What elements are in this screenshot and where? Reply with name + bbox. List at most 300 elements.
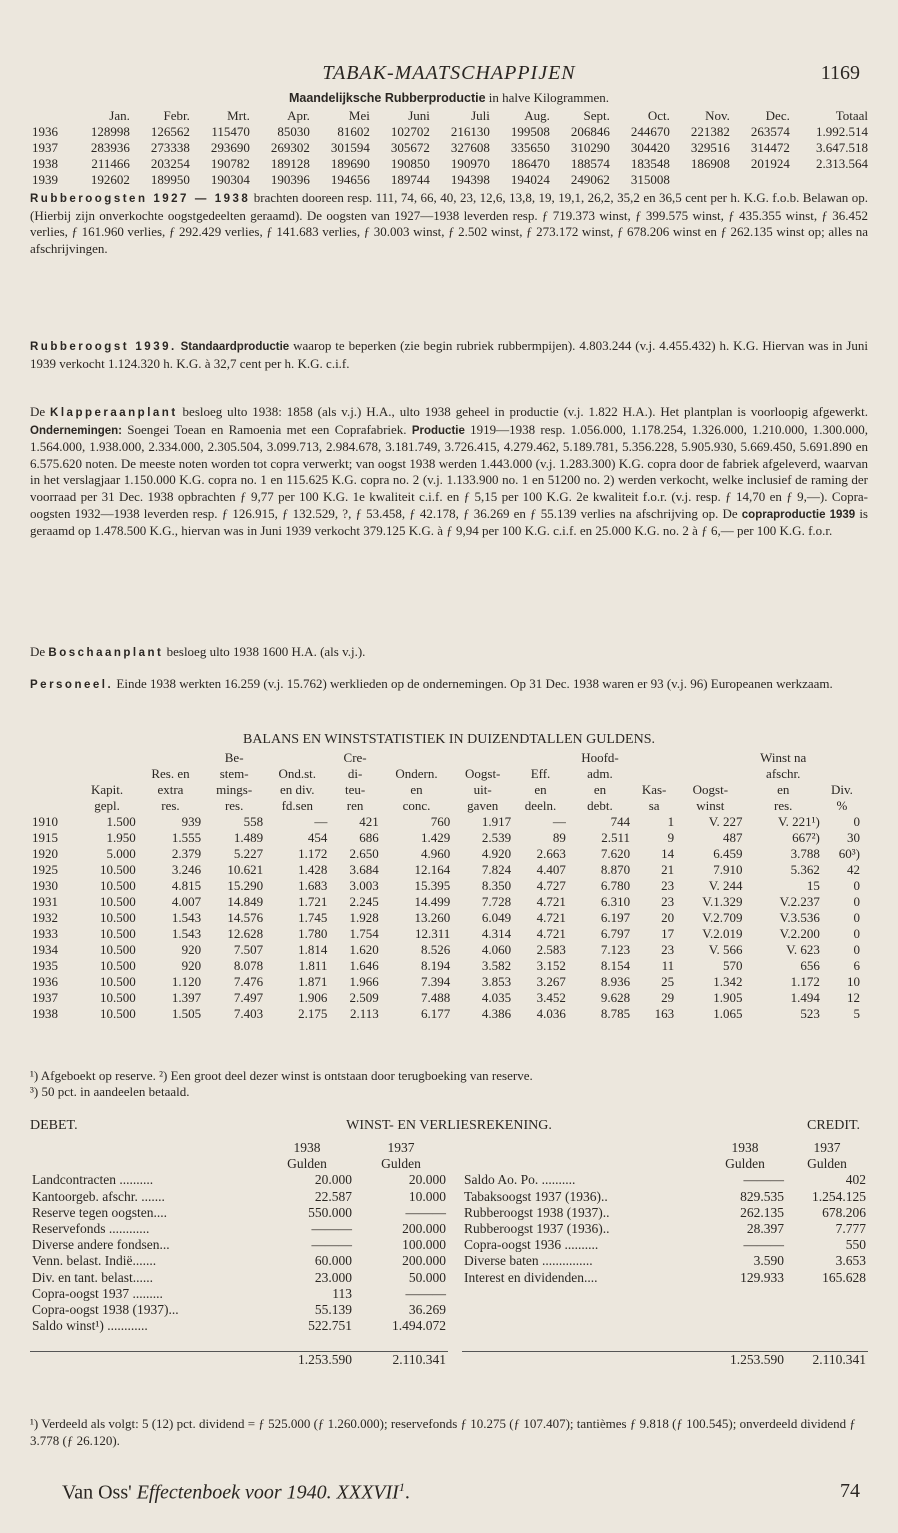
table-cell: 0 [853, 942, 860, 957]
table-cell: 329516 [690, 140, 730, 155]
table-cell: 1.814 [298, 942, 328, 957]
column-header [76, 766, 137, 782]
table-cell: 10.500 [100, 990, 136, 1005]
year-header: 1937 [387, 1140, 415, 1155]
table-cell: 6 [853, 958, 860, 973]
table-cell: 194024 [510, 172, 550, 187]
column-header: Mei [348, 108, 370, 123]
bosch-lead: Boschaanplant [48, 647, 164, 659]
column-header: mings- [216, 782, 253, 797]
table-cell: 1.489 [233, 830, 264, 845]
table-cell: 12.311 [414, 926, 451, 941]
table-cell: V. 566 [708, 942, 743, 957]
table-cell: 244670 [630, 124, 670, 139]
column-header [452, 750, 513, 766]
table-cell: 81602 [337, 124, 370, 139]
total-row [30, 1351, 448, 1368]
table-cell: 28.397 [746, 1221, 784, 1237]
table-cell: 310290 [570, 140, 610, 155]
column-header: Be- [224, 750, 244, 765]
klapper-bold-3: copraproductie 1939 [741, 508, 856, 521]
table-cell: ——— [743, 1237, 784, 1253]
unit-header: Gulden [725, 1156, 765, 1172]
column-header: Ondern. [395, 766, 438, 781]
table-cell: 7.910 [713, 862, 743, 877]
table-cell: 85030 [277, 124, 310, 139]
table-cell: Rubberoogst 1937 (1936).. [464, 1221, 610, 1237]
table-row [30, 1302, 448, 1318]
table-header-row [30, 782, 862, 798]
table-cell: 199508 [510, 124, 550, 139]
table-cell: 2.511 [601, 830, 631, 845]
klapper-bold-1: Ondernemingen: [30, 424, 123, 437]
table-cell: 10.000 [408, 1188, 446, 1204]
column-header: adm. [587, 766, 613, 781]
table-row [30, 172, 870, 188]
spacer-row [462, 1286, 868, 1302]
column-header: Oct. [647, 108, 670, 123]
column-header: Hoofd- [581, 750, 619, 765]
column-header [513, 750, 568, 766]
footer-end: . [404, 1481, 410, 1504]
table-cell: 4.407 [536, 862, 566, 877]
debet-label: DEBET. [30, 1118, 78, 1133]
table-cell: 7.777 [835, 1221, 866, 1237]
column-header: Kapit. [91, 782, 124, 797]
table-cell: 189950 [150, 172, 190, 187]
table-row [30, 926, 862, 942]
table-cell: 4.721 [536, 894, 566, 909]
table-cell: 1.721 [298, 894, 328, 909]
klapper-pre: De [30, 404, 51, 419]
column-header: Dec. [765, 108, 790, 123]
table-cell: 186908 [690, 156, 730, 171]
table-header-row [30, 750, 862, 766]
table-cell: 200.000 [402, 1221, 446, 1237]
table-row [30, 830, 862, 846]
bosch-pre: De [30, 644, 49, 659]
table-cell: 15 [806, 878, 820, 893]
table-cell: 4.035 [481, 990, 512, 1005]
table-cell: 8.194 [421, 958, 451, 973]
table-cell: 216130 [450, 124, 490, 139]
table-cell: 8.785 [600, 1006, 631, 1021]
table-cell: 2.113 [350, 1006, 379, 1021]
personeel-paragraph [30, 676, 868, 694]
table-cell: 1.917 [481, 814, 512, 829]
column-header: Oogst- [692, 782, 729, 797]
table-cell: 1.780 [298, 926, 328, 941]
table-cell: Reserve tegen oogsten.... [32, 1204, 167, 1220]
debit-table [30, 1140, 448, 1368]
table-row [30, 140, 870, 156]
column-header: di- [347, 766, 363, 781]
table-row [462, 1172, 868, 1188]
table-cell: 1.745 [298, 910, 328, 925]
table-header-row [30, 108, 870, 124]
table-row [30, 1205, 448, 1221]
table-cell: 283936 [90, 140, 130, 155]
table-cell: 1.992.514 [816, 124, 868, 139]
klapper-lead: Klapperaanplant [50, 407, 178, 419]
table-cell: 305672 [390, 140, 430, 155]
table-cell: 221382 [690, 124, 730, 139]
table-cell: 126562 [150, 124, 190, 139]
table-cell: 1920 [32, 846, 58, 861]
column-header [676, 750, 744, 766]
table-cell: 0 [853, 814, 860, 829]
table-cell: 10.500 [100, 862, 136, 877]
column-header: Febr. [163, 108, 190, 123]
table-cell: V.2.237 [779, 894, 820, 909]
klapper-text-1: besloeg ulto 1938: 1858 (als v.j.) H.A., ulto 1938 geheel in productie (v.j. 1.822 H.A.). Het plantplan is voorloopig afgewerkt. [177, 404, 868, 419]
column-header: debt. [587, 798, 613, 813]
table-cell: Venn. belast. Indië....... [32, 1253, 157, 1269]
spacer-row [462, 1334, 868, 1351]
table-cell: 6.780 [600, 878, 631, 893]
table-cell: 30 [847, 830, 860, 845]
column-header [30, 798, 76, 814]
winst-verlies-footnote: ¹) Verdeeld als volgt: 5 (12) pct. dividend = ƒ 525.000 (ƒ 1.260.000); reservefonds ƒ 10.275 (ƒ 107.407); tantièmes ƒ 9.818 (ƒ 100.545); onverdeeld dividend ƒ 3.778 (ƒ 26.120). [30, 1416, 856, 1448]
table-cell: 12.628 [227, 926, 264, 941]
table-cell: 23 [661, 878, 675, 893]
table-cell: 523 [800, 1006, 820, 1021]
table-cell: 1.429 [421, 830, 451, 845]
table-cell: 1.928 [349, 910, 379, 925]
unit-header-row [30, 1156, 448, 1172]
table-cell: 4.007 [171, 894, 202, 909]
table-cell: 6.310 [600, 894, 631, 909]
table-cell: 194398 [450, 172, 490, 187]
table-cell: 6.177 [421, 1006, 451, 1021]
table-cell: 100.000 [402, 1237, 446, 1253]
column-header: deeln. [524, 798, 557, 813]
table-cell: 1935 [32, 958, 58, 973]
table-cell: 3.653 [835, 1253, 866, 1269]
table-cell: 1.555 [171, 830, 202, 845]
table-row [30, 156, 870, 172]
table-cell: 7.507 [233, 942, 264, 957]
table-cell: 163 [654, 1006, 675, 1021]
table-cell: Saldo Ao. Po. .......... [464, 1172, 576, 1188]
column-header: ren [346, 798, 364, 813]
table-cell: 1.505 [171, 1006, 202, 1021]
table-cell: 4.727 [536, 878, 566, 893]
table-cell: 12 [847, 990, 860, 1005]
table-cell: 3.647.518 [816, 140, 868, 155]
table-cell: 273338 [150, 140, 190, 155]
table-cell: 1.120 [171, 974, 202, 989]
rubber-production-title [0, 90, 898, 106]
table-cell: 190304 [210, 172, 250, 187]
table-row [30, 894, 862, 910]
footer-plain: Van Oss' [62, 1481, 137, 1504]
footer-sup: 1 [398, 1480, 405, 1494]
table-cell: 50.000 [408, 1269, 446, 1285]
table-cell: V.2.019 [702, 926, 743, 941]
unit-header: Gulden [287, 1156, 327, 1172]
table-cell: 1934 [32, 942, 58, 957]
balans-table [30, 750, 862, 1022]
table-row [30, 990, 862, 1006]
column-header [76, 750, 137, 766]
unit-header: Gulden [381, 1156, 421, 1172]
table-cell: 3.267 [536, 974, 566, 989]
table-cell: 1.494 [790, 990, 820, 1005]
table-cell: 1.065 [713, 1006, 743, 1021]
table-cell: 190970 [450, 156, 490, 171]
table-cell: 23 [661, 942, 675, 957]
table-cell: 2.175 [298, 1006, 328, 1021]
table-cell: 1936 [32, 124, 58, 139]
table-cell: Copra-oogst 1936 .......... [464, 1237, 599, 1253]
table-cell: 15.290 [227, 878, 264, 893]
table-cell: 262.135 [740, 1204, 784, 1220]
table-cell: 14.499 [414, 894, 451, 909]
table-cell: 7.620 [600, 846, 631, 861]
table-cell: 314472 [750, 140, 790, 155]
table-cell: Reservefonds ............ [32, 1221, 150, 1237]
table-row [30, 846, 862, 862]
table-cell: 1937 [32, 140, 58, 155]
table-cell: 1933 [32, 926, 58, 941]
table-cell: 304420 [630, 140, 670, 155]
column-header [30, 108, 72, 124]
table-row [30, 1237, 448, 1253]
column-header: Totaal [835, 108, 868, 123]
table-cell: 9.628 [600, 990, 631, 1005]
column-header: Aug. [524, 108, 550, 123]
table-cell: 1.172 [298, 846, 328, 861]
table-row [30, 1172, 448, 1188]
bosch-paragraph [30, 644, 868, 662]
klapper-text-4: is geraamd op 1.478.500 K.G., hiervan was in Juni 1939 verkocht 379.125 K.G. à ƒ 9,94 per 100 K.G. c.i.f. en 25.000 K.G. no. 2 à ƒ 6,— per 100 K.G. f.o.r. [30, 505, 868, 539]
table-cell [672, 172, 732, 188]
table-cell: 1.543 [171, 910, 202, 925]
table-row [30, 124, 870, 140]
table-cell: 200.000 [402, 1253, 446, 1269]
total-cell: 1.253.590 [260, 1351, 354, 1368]
table-cell: 744 [610, 814, 631, 829]
table-cell: 1.871 [298, 974, 328, 989]
table-cell: 3.246 [171, 862, 202, 877]
column-header: Eff. [530, 766, 551, 781]
table-cell: ——— [743, 1172, 784, 1188]
table-cell: 188574 [570, 156, 610, 171]
table-cell: 4.060 [481, 942, 512, 957]
table-cell: 10 [847, 974, 860, 989]
table-cell: Tabaksoogst 1937 (1936).. [464, 1188, 608, 1204]
table-cell: 829.535 [740, 1188, 784, 1204]
table-cell: 686 [359, 830, 379, 845]
personeel-lead: Personeel. [30, 679, 114, 691]
table-cell: 8.870 [600, 862, 631, 877]
table-cell: 4.314 [481, 926, 512, 941]
table-row [462, 1205, 868, 1221]
table-cell: — [552, 814, 566, 829]
table-header-row [30, 766, 862, 782]
table-cell: 1.543 [171, 926, 202, 941]
table-cell: 1938 [32, 156, 58, 171]
table-cell: 10.500 [100, 1006, 136, 1021]
table-cell: 4.386 [481, 1006, 512, 1021]
rubberoogsten-paragraph [30, 190, 868, 257]
table-cell: Landcontracten .......... [32, 1172, 154, 1188]
column-header [138, 750, 203, 766]
table-cell: 269302 [270, 140, 310, 155]
table-cell: 1.254.125 [812, 1188, 866, 1204]
year-header: 1937 [813, 1140, 841, 1155]
table-cell: V. 227 [708, 814, 743, 829]
table-cell: V. 221¹) [777, 814, 820, 829]
rubber-production-table [30, 108, 870, 188]
table-cell: 454 [307, 830, 328, 845]
table-cell: 315008 [630, 172, 670, 187]
table-cell: 263574 [750, 124, 790, 139]
unit-header-row [462, 1156, 868, 1172]
table-cell: 201924 [750, 156, 790, 171]
table-cell: 7.403 [233, 1006, 264, 1021]
table-cell: 550 [845, 1237, 866, 1253]
table-cell: 0 [853, 926, 860, 941]
table-cell: 1.172 [790, 974, 820, 989]
table-cell: 487 [723, 830, 743, 845]
table-cell: 2.379 [171, 846, 202, 861]
table-cell: 3.003 [349, 878, 379, 893]
column-header: Juni [408, 108, 430, 123]
table-cell: Div. en tant. belast...... [32, 1269, 153, 1285]
table-cell: 20.000 [408, 1172, 446, 1188]
year-header-row [462, 1140, 868, 1156]
page-number: 1169 [820, 62, 860, 84]
table-cell: 920 [181, 958, 202, 973]
table-cell: 678.206 [822, 1204, 866, 1220]
table-cell: 3.684 [349, 862, 379, 877]
table-cell: 1.494.072 [392, 1318, 446, 1334]
table-cell: 1.620 [349, 942, 379, 957]
column-header: en [534, 782, 547, 797]
column-header [822, 750, 862, 766]
table-cell: 7.488 [421, 990, 451, 1005]
table-cell: 21 [661, 862, 675, 877]
table-cell: ——— [405, 1285, 446, 1301]
table-cell: Diverse andere fondsen... [32, 1237, 170, 1253]
table-cell: 1.646 [349, 958, 379, 973]
rubberoogsten-lead: Rubberoogsten 1927 — 1938 [30, 193, 251, 205]
table-cell: 10.621 [227, 862, 264, 877]
table-cell: 6.797 [600, 926, 631, 941]
table-cell: 327608 [450, 140, 490, 155]
column-header [265, 750, 329, 766]
table-cell: 1.342 [713, 974, 743, 989]
column-header: en div. [280, 782, 315, 797]
table-cell: 6.197 [600, 910, 631, 925]
table-cell: 1937 [32, 990, 58, 1005]
table-cell: 60.000 [314, 1253, 352, 1269]
table-cell: 2.583 [536, 942, 566, 957]
table-cell: 8.526 [421, 942, 451, 957]
table-cell: 6.049 [481, 910, 512, 925]
table-cell: Rubberoogst 1938 (1937).. [464, 1204, 610, 1220]
table-cell: 8.350 [481, 878, 512, 893]
table-row [30, 1221, 448, 1237]
column-header [381, 750, 452, 766]
column-header: en [410, 782, 423, 797]
column-header: res. [161, 798, 180, 813]
table-cell: 920 [181, 942, 202, 957]
column-header: extra [157, 782, 184, 797]
table-row [30, 814, 862, 830]
column-header: fd.sen [281, 798, 313, 813]
table-cell: 249062 [570, 172, 610, 187]
column-header: res. [224, 798, 244, 813]
winst-verlies-title: WINST- EN VERLIESREKENING. [346, 1118, 552, 1133]
personeel-text: Einde 1938 werkten 16.259 (v.j. 15.762) werklieden op de ondernemingen. Op 31 Dec. 1938 waren er 93 (v.j. 96) Europeanen werkzaam. [113, 676, 833, 691]
table-cell: 3.853 [481, 974, 512, 989]
footer-page-number: 74 [840, 1480, 860, 1502]
table-row [462, 1237, 868, 1253]
table-cell: 1.397 [171, 990, 202, 1005]
table-cell: 5.362 [790, 862, 820, 877]
table-row [30, 1318, 448, 1334]
table-row [30, 862, 862, 878]
credit-label: CREDIT. [806, 1118, 860, 1133]
column-header: uit- [473, 782, 492, 797]
table-cell: 190782 [210, 156, 250, 171]
table-cell: 6.459 [713, 846, 743, 861]
table-cell: 113 [332, 1285, 352, 1301]
column-header: Mrt. [227, 108, 250, 123]
table-cell: 7.824 [481, 862, 512, 877]
table-row [30, 958, 862, 974]
table-cell: 3.152 [536, 958, 566, 973]
column-header: Kas- [641, 782, 667, 797]
table-cell: 15.395 [414, 878, 451, 893]
table-cell: 10.500 [100, 942, 136, 957]
table-cell: 5.227 [233, 846, 264, 861]
table-cell: 14.849 [227, 894, 264, 909]
spacer-row [462, 1302, 868, 1318]
balans-footnote-2: ³) 50 pct. in aandeelen betaald. [30, 1084, 190, 1099]
column-header: teu- [344, 782, 366, 797]
column-header [632, 766, 676, 782]
column-header: % [836, 798, 848, 813]
year-header: 1938 [293, 1140, 321, 1155]
table-cell: V.1.329 [702, 894, 743, 909]
column-header [30, 750, 76, 766]
table-cell: 183548 [630, 156, 670, 171]
table-cell: 7.394 [421, 974, 451, 989]
table-cell: 1938 [32, 1006, 58, 1021]
table-cell: 421 [359, 814, 379, 829]
table-cell: 23.000 [314, 1269, 352, 1285]
rubberoogst-1939-text: waarop te beperken (zie begin rubriek rubbermpijen). 4.803.244 (v.j. 4.455.432) h. K.G. Hiervan was in Juni 1939 verkocht 1.124.320 h. K.G. à 32,7 cent per h. K.G. c.i.f. [30, 338, 868, 371]
table-cell: 1930 [32, 878, 58, 893]
table-row [462, 1189, 868, 1205]
balans-title: BALANS EN WINSTSTATISTIEK IN DUIZENDTALLEN GULDENS. [242, 732, 655, 747]
table-cell: 4.036 [536, 1006, 566, 1021]
table-cell: 13.260 [414, 910, 451, 925]
year-header-row [30, 1140, 448, 1156]
table-cell: 42 [847, 862, 860, 877]
table-cell: 570 [723, 958, 743, 973]
table-cell: 190850 [390, 156, 430, 171]
running-title: TABAK-MAATSCHAPPIJEN [322, 62, 576, 84]
column-header: gaven [467, 798, 499, 813]
table-cell: 11 [661, 958, 675, 973]
table-cell: 8.078 [233, 958, 264, 973]
table-cell: 293690 [210, 140, 250, 155]
